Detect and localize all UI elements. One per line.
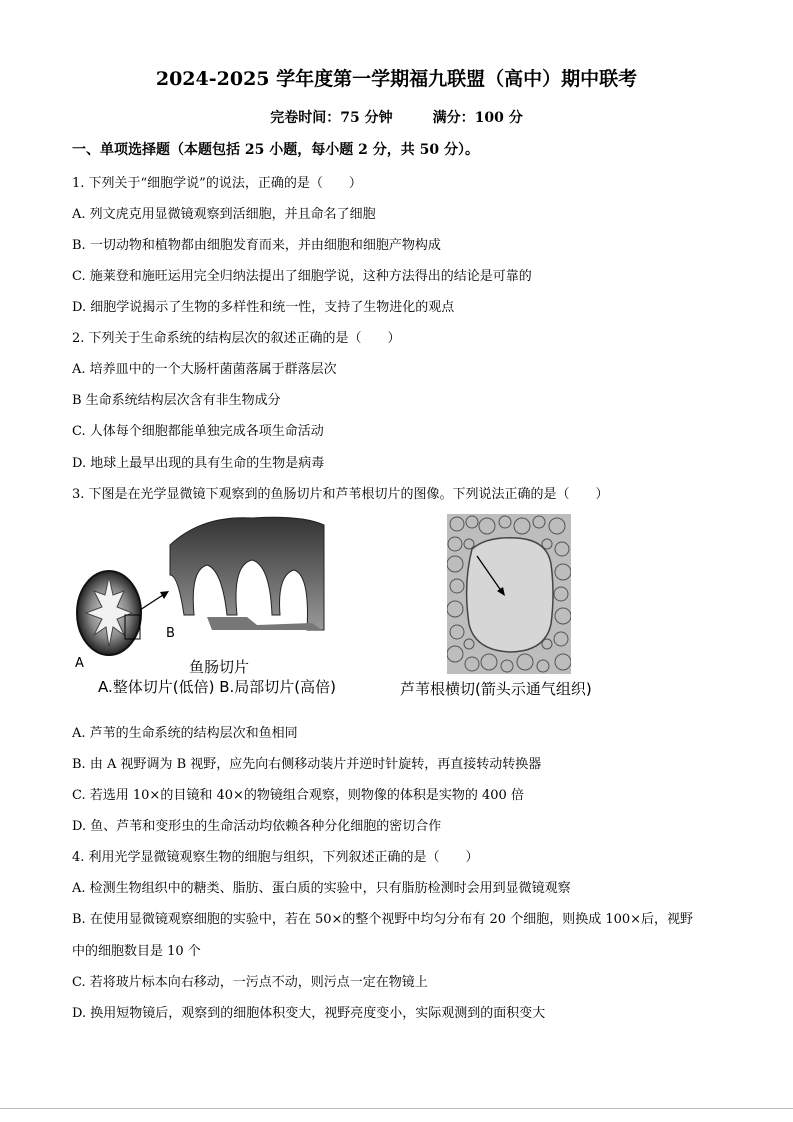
exam-score: 满分：100 分 [432,110,523,126]
question-4-option-c: C. 若将玻片标本向右移动，一污点不动，则污点一定在物镜上 [72,975,428,990]
question-3-option-d: D. 鱼、芦苇和变形虫的生命活动均依赖各种分化细胞的密切合作 [72,819,442,834]
exam-time: 完卷时间：75 分钟 [270,110,393,126]
reed-figure-caption: 芦苇根横切(箭头示通气组织) [400,680,592,698]
fish-figure-caption: A.整体切片(低倍) B.局部切片(高倍) [98,678,337,696]
page-bottom-rule [0,1108,793,1109]
reed-root-figure [447,514,571,674]
fish-figure-title: 鱼肠切片 [189,658,250,676]
question-1-option-b: B. 一切动物和植物都由细胞发育而来，并由细胞和细胞产物构成 [72,238,441,253]
question-3-option-a: A. 芦苇的生命系统的结构层次和鱼相同 [72,726,298,741]
question-2-stem: 2. 下列关于生命系统的结构层次的叙述正确的是（ ） [72,331,401,346]
question-1-option-c: C. 施莱登和施旺运用完全归纳法提出了细胞学说，这种方法得出的结论是可靠的 [72,269,532,284]
question-1-option-d: D. 细胞学说揭示了生物的多样性和统一性，支持了生物进化的观点 [72,300,455,315]
question-1-option-a: A. 列文虎克用显微镜观察到活细胞，并且命名了细胞 [72,207,376,222]
question-2-option-d: D. 地球上最早出现的具有生命的生物是病毒 [72,456,325,471]
label-a: A [75,656,84,671]
aerenchyma-cavity [467,538,553,652]
high-magnification-section [170,517,324,630]
question-2-option-a: A. 培养皿中的一个大肠杆菌菌落属于群落层次 [72,362,337,377]
label-b: B [166,626,175,641]
question-2-option-c: C. 人体每个细胞都能单独完成各项生命活动 [72,424,324,439]
page-title: 2024-2025 学年度第一学期福九联盟（高中）期中联考 [155,68,638,90]
exam-info [0,107,793,127]
question-3-stem: 3. 下图是在光学显微镜下观察到的鱼肠切片和芦苇根切片的图像。下列说法正确的是（ ） [72,487,609,502]
question-3-option-c: C. 若选用 10×的目镜和 40×的物镜组合观察，则物像的体积是实物的 400 倍 [72,788,524,803]
question-3-option-b: B. 由 A 视野调为 B 视野，应先向右侧移动装片并逆时针旋转，再直接转动转换器 [72,757,542,772]
low-magnification-section [77,571,141,655]
question-4-option-b-cont: 中的细胞数目是 10 个 [72,944,201,959]
question-4-option-d: D. 换用短物镜后，观察到的细胞体积变大，视野亮度变小，实际观测到的面积变大 [72,1006,546,1021]
question-4-stem: 4. 利用光学显微镜观察生物的细胞与组织，下列叙述正确的是（ ） [72,850,479,865]
question-2-option-b: B 生命系统结构层次含有非生物成分 [72,393,281,408]
section-title: 一、单项选择题（本题包括 25 小题，每小题 2 分，共 50 分）。 [72,142,479,158]
question-4-option-a: A. 检测生物组织中的糖类、脂肪、蛋白质的实验中，只有脂肪检测时会用到显微镜观察 [72,881,571,896]
question-4-option-b: B. 在使用显微镜观察细胞的实验中，若在 50×的整个视野中均匀分布有 20 个细胞，则换成 100×后，视野 [72,912,694,927]
question-1-stem: 1. 下列关于“细胞学说”的说法，正确的是（ ） [72,176,362,191]
fish-intestine-figure [72,515,332,675]
